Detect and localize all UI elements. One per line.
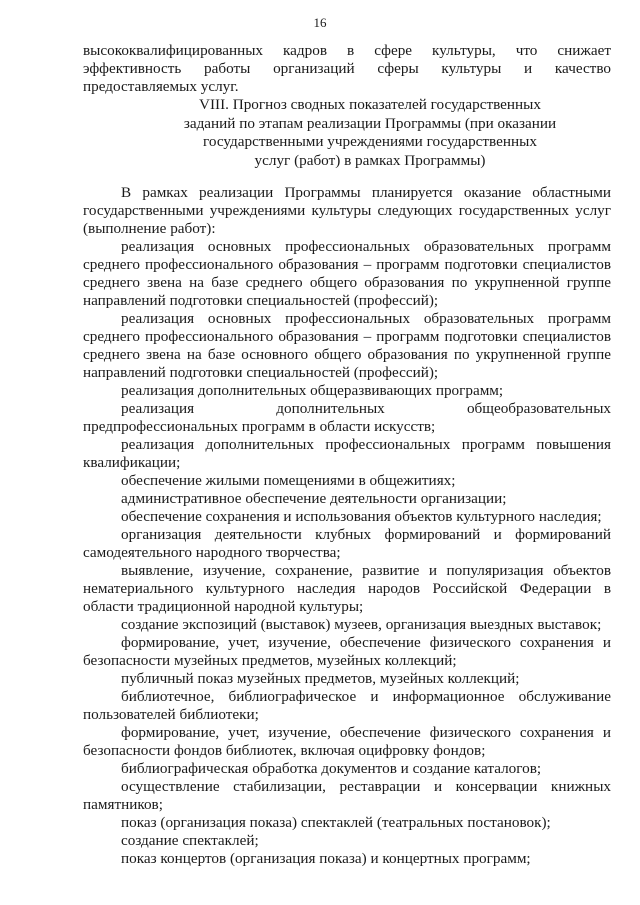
intro-paragraph — [83, 42, 611, 96]
heading-line: услуг (работ) в рамках Программы) — [254, 151, 486, 169]
heading-line: государственными учреждениями государственных — [203, 133, 537, 150]
intro-text: высококвалифицированных кадров в сфере культуры, что снижает эффективность работы организаций сферы культуры и качество предоставляемых услуг. — [83, 42, 611, 95]
service-item: выявление, изучение, сохранение, развитие и популяризация объектов нематериального культурного наследия народов Российской Федерации в области традиционной народной культуры; — [83, 562, 611, 615]
service-item: создание спектаклей; — [121, 832, 259, 849]
service-item: публичный показ музейных предметов, музейных коллекций; — [121, 670, 520, 687]
service-item: формирование, учет, изучение, обеспечение физического сохранения и безопасности музейных предметов, музейных коллекций; — [83, 634, 611, 669]
service-item: административное обеспечение деятельности организации; — [121, 490, 507, 507]
service-item: обеспечение жилыми помещениями в общежитиях; — [121, 472, 456, 489]
service-item: показ концертов (организация показа) и концертных программ; — [121, 850, 531, 867]
service-item: реализация дополнительных общеобразовательных предпрофессиональных программ в области искусств; — [83, 400, 611, 435]
service-item: показ (организация показа) спектаклей (театральных постановок); — [121, 814, 551, 831]
service-item: осуществление стабилизации, реставрации и консервации книжных памятников; — [83, 778, 611, 813]
service-item: формирование, учет, изучение, обеспечение физического сохранения и безопасности фондов библиотек, включая оцифровку фондов; — [83, 724, 611, 759]
service-item: создание экспозиций (выставок) музеев, организация выездных выставок; — [121, 616, 602, 633]
services-body — [83, 184, 611, 868]
service-item: реализация дополнительных общеразвивающих программ; — [121, 382, 504, 399]
service-item: реализация основных профессиональных образовательных программ среднего профессионального образования – программ подготовки специалистов среднего звена на базе среднего общего образования по укрупненной группе направлений подготовки специальностей (профессий); — [83, 238, 611, 309]
section-heading — [180, 96, 560, 170]
service-item: библиографическая обработка документов и создание каталогов; — [121, 760, 542, 777]
service-item: реализация дополнительных профессиональных программ повышения квалификации; — [83, 436, 611, 471]
service-item: реализация основных профессиональных образовательных программ среднего профессионального образования – программ подготовки специалистов среднего звена на базе основного общего образования по укрупненной группе направлений подготовки специальностей (профессий); — [83, 310, 611, 381]
heading-line: VIII. Прогноз сводных показателей государственных — [199, 96, 541, 113]
page-number: 16 — [313, 15, 327, 30]
service-item: библиотечное, библиографическое и информационное обслуживание пользователей библиотеки; — [83, 688, 611, 723]
heading-line: заданий по этапам реализации Программы (при оказании — [183, 114, 557, 132]
service-item: обеспечение сохранения и использования объектов культурного наследия; — [121, 508, 602, 525]
service-item: организация деятельности клубных формирований и формирований самодеятельного народного творчества; — [83, 526, 611, 561]
lead-paragraph: В рамках реализации Программы планируется оказание областными государственными учреждениями культуры следующих государственных услуг (выполнение работ): — [83, 184, 611, 237]
